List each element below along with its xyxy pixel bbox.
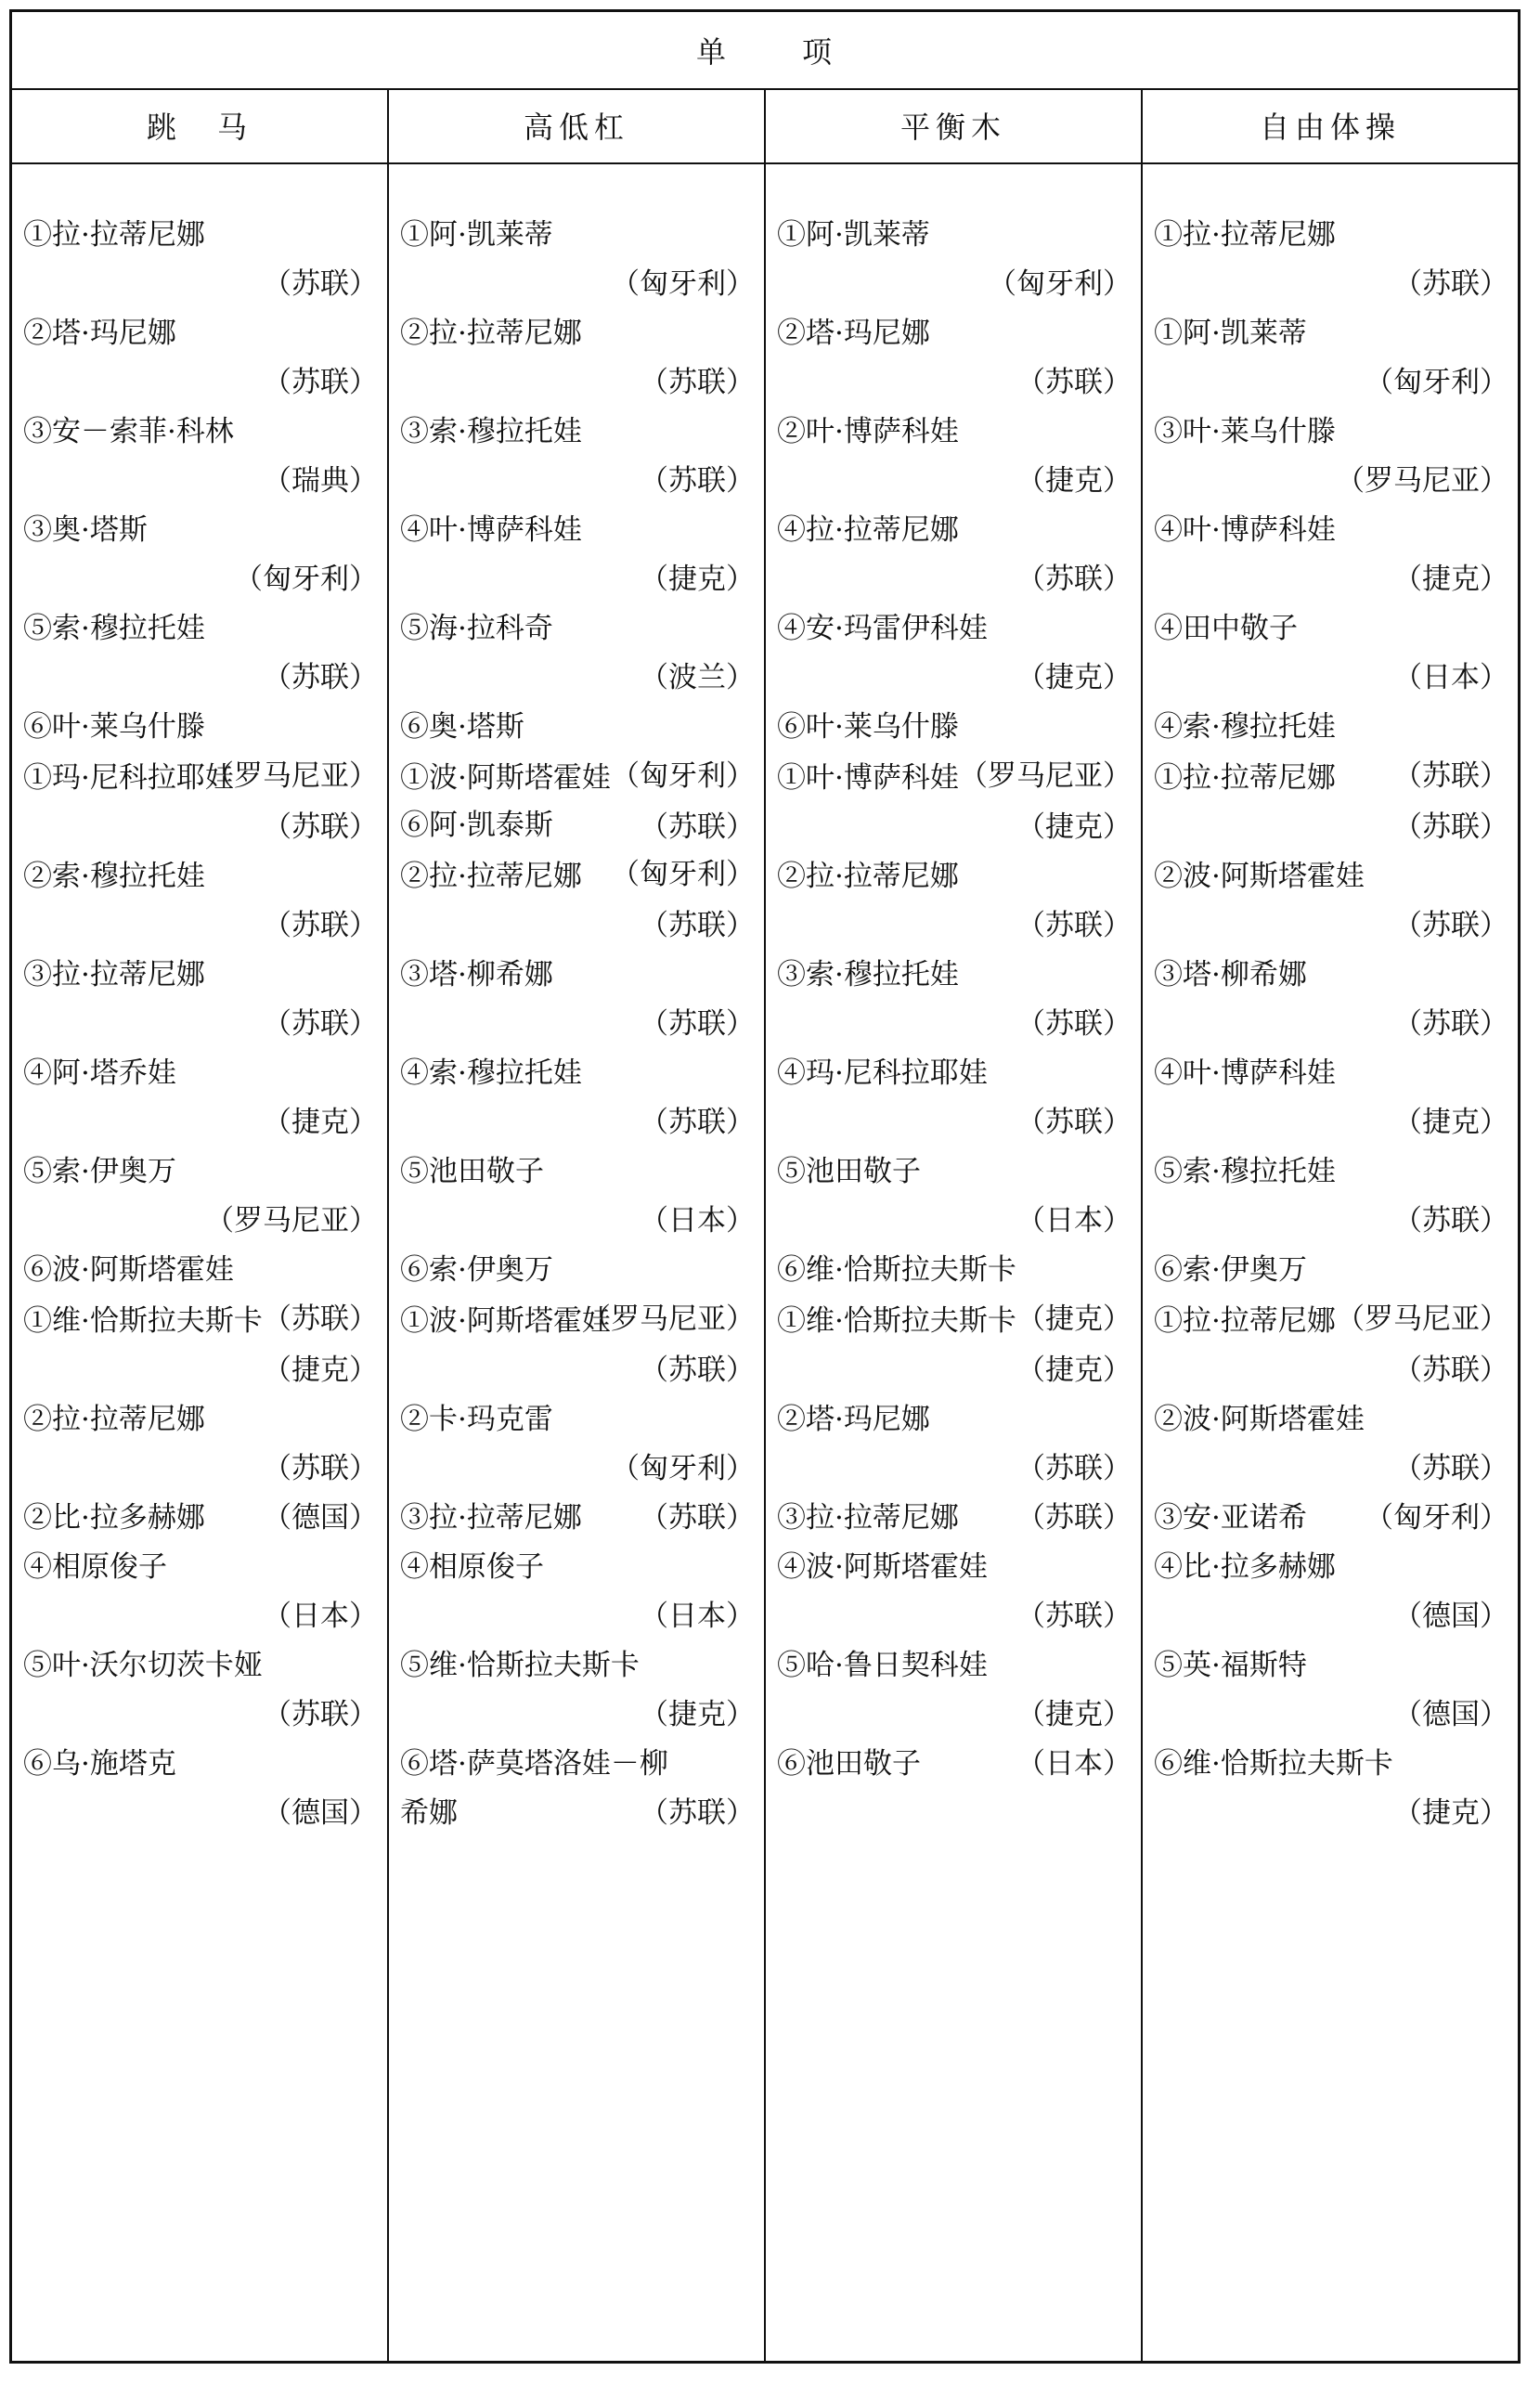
athlete-country: （苏联） [640, 1354, 755, 1387]
result-group [766, 211, 1141, 801]
athlete-name: ②塔·玛尼娜 [777, 317, 930, 350]
athlete-country: （日本） [640, 1204, 755, 1237]
athlete-country: （匈牙利） [988, 267, 1132, 301]
athlete-name: ⑤池田敬子 [777, 1155, 921, 1188]
result-entry [1143, 1740, 1518, 1838]
result-entry [12, 1147, 387, 1246]
athlete-country: （捷克） [1393, 563, 1508, 596]
result-group [1143, 754, 1518, 1344]
athlete-name: ④拉·拉蒂尼娜 [777, 513, 959, 547]
athlete-name: ④索·穆拉托娃 [1154, 710, 1336, 744]
result-group [12, 754, 387, 1344]
athlete-country: （苏联） [1016, 1007, 1132, 1041]
athlete-name: ⑥塔·萨莫塔洛娃－柳 [400, 1747, 668, 1781]
result-entry [766, 951, 1141, 1049]
result-entry [389, 1740, 764, 1789]
athlete-name: ③塔·柳希娜 [400, 958, 553, 991]
result-entry [766, 754, 1141, 852]
athlete-name: ②比·拉多赫娜 [23, 1501, 205, 1535]
athlete-name: ①玛·尼科拉耶娃 [23, 761, 234, 795]
athlete-country: （苏联） [1393, 810, 1508, 844]
athlete-country: （罗马尼亚） [582, 1302, 755, 1336]
athlete-name: ②卡·玛克雷 [400, 1403, 553, 1436]
result-entry [12, 754, 387, 852]
result-entry [12, 1395, 387, 1494]
athlete-name: ④相原俊子 [23, 1550, 167, 1584]
athlete-name: ③拉·拉蒂尼娜 [23, 958, 205, 991]
athlete-name: 希娜 [400, 1796, 458, 1830]
title-char: 单 [695, 34, 728, 70]
athlete-country: （苏联） [1393, 759, 1508, 793]
result-entry [1143, 1297, 1518, 1395]
result-entry [389, 1395, 764, 1494]
athlete-country: （苏联） [640, 1501, 755, 1535]
result-entry [766, 1641, 1141, 1740]
athlete-name: ②索·穆拉托娃 [23, 860, 205, 893]
result-entry [389, 754, 764, 852]
athlete-country: （日本） [640, 1600, 755, 1633]
athlete-country: （苏联） [1393, 1452, 1508, 1485]
athlete-name: ①拉·拉蒂尼娜 [23, 218, 205, 252]
athlete-country: （苏联） [263, 1007, 378, 1041]
athlete-name: ③奥·塔斯 [23, 513, 148, 547]
athlete-name: ④索·穆拉托娃 [400, 1056, 582, 1090]
athlete-name: ①叶·博萨科娃 [777, 761, 959, 795]
result-entry [766, 1395, 1141, 1494]
result-entry [389, 604, 764, 703]
athlete-name: ④阿·塔乔娃 [23, 1056, 176, 1090]
result-entry [766, 1147, 1141, 1246]
result-entry [12, 1543, 387, 1641]
result-entry [766, 1494, 1141, 1543]
result-entry [389, 852, 764, 951]
athlete-name: ①阿·凯莱蒂 [777, 218, 930, 252]
athlete-name: ⑤哈·鲁日契科娃 [777, 1649, 988, 1682]
athlete-name: ④相原俊子 [400, 1550, 544, 1584]
result-entry [12, 852, 387, 951]
result-group [766, 754, 1141, 1344]
athlete-name: ④田中敬子 [1154, 612, 1298, 645]
athlete-name: ①维·恰斯拉夫斯卡 [23, 1304, 263, 1338]
athlete-name: ②拉·拉蒂尼娜 [400, 317, 582, 350]
result-entry [766, 211, 1141, 309]
athlete-country: （日本） [1016, 1204, 1132, 1237]
athlete-country: （苏联） [1393, 1354, 1508, 1387]
athlete-country: （捷克） [263, 1354, 378, 1387]
athlete-name: ③拉·拉蒂尼娜 [777, 1501, 959, 1535]
results-table [9, 9, 1521, 2364]
column-uneven-bars [389, 162, 766, 2361]
result-entry [766, 408, 1141, 506]
athlete-country: （苏联） [640, 464, 755, 498]
result-entry [1143, 1543, 1518, 1641]
athlete-name: ③索·穆拉托娃 [400, 415, 582, 448]
athlete-name: ⑥奥·塔斯 [400, 710, 524, 744]
athlete-country: （捷克） [1016, 810, 1132, 844]
athlete-name: ⑤索·伊奥万 [23, 1155, 176, 1188]
athlete-name: ②叶·博萨科娃 [777, 415, 959, 448]
result-entry [389, 309, 764, 408]
athlete-country: （苏联） [1393, 1204, 1508, 1237]
athlete-country: （苏联） [640, 366, 755, 399]
athlete-name: ⑤池田敬子 [400, 1155, 544, 1188]
athlete-country: （苏联） [1016, 1452, 1132, 1485]
athlete-country: （苏联） [1016, 563, 1132, 596]
athlete-name: ⑥阿·凯泰斯 [400, 809, 553, 842]
athlete-country: （苏联） [1016, 1600, 1132, 1633]
athlete-name: ④叶·博萨科娃 [1154, 513, 1336, 547]
athlete-name: ⑥维·恰斯拉夫斯卡 [1154, 1747, 1393, 1781]
athlete-name: ④安·玛雷伊科娃 [777, 612, 988, 645]
result-entry [389, 211, 764, 309]
athlete-country: （苏联） [1016, 909, 1132, 942]
athlete-country: （匈牙利） [611, 1452, 755, 1485]
athlete-name: ②拉·拉蒂尼娜 [777, 860, 959, 893]
athlete-country: （罗马尼亚） [205, 759, 378, 793]
athlete-country: （罗马尼亚） [205, 1204, 378, 1237]
athlete-country: （捷克） [1016, 661, 1132, 694]
athlete-name: ③安－索菲·科林 [23, 415, 234, 448]
result-entry [389, 1297, 764, 1395]
athlete-country: （匈牙利） [1365, 1501, 1508, 1535]
result-entry [389, 1789, 764, 1838]
athlete-country: （德国） [1393, 1698, 1508, 1731]
result-entry [1143, 754, 1518, 852]
column-header-balance-beam: 平衡木 [766, 88, 1143, 162]
athlete-name: ①拉·拉蒂尼娜 [1154, 1304, 1336, 1338]
athlete-country: （苏联） [263, 1452, 378, 1485]
column-header-floor: 自由体操 [1259, 110, 1401, 145]
athlete-name: ①阿·凯莱蒂 [1154, 317, 1307, 350]
athlete-country: （匈牙利） [611, 759, 755, 793]
athlete-name: ②拉·拉蒂尼娜 [400, 860, 582, 893]
result-entry [766, 852, 1141, 951]
athlete-name: ⑥索·伊奥万 [400, 1253, 553, 1287]
athlete-name: ①维·恰斯拉夫斯卡 [777, 1304, 1016, 1338]
result-entry [12, 211, 387, 309]
result-entry [1143, 1147, 1518, 1246]
result-entry [12, 1049, 387, 1147]
result-entry [766, 1740, 1141, 1789]
athlete-country: （捷克） [1016, 1354, 1132, 1387]
result-entry [12, 1494, 387, 1543]
athlete-name: ③塔·柳希娜 [1154, 958, 1307, 991]
athlete-country: （日本） [1016, 1747, 1132, 1781]
athlete-country: （捷克） [1016, 1698, 1132, 1731]
result-entry [389, 1147, 764, 1246]
result-entry [766, 1543, 1141, 1641]
athlete-name: ⑥乌·施塔克 [23, 1747, 176, 1781]
table-body [12, 162, 1518, 2361]
athlete-name: ③安·亚诺希 [1154, 1501, 1307, 1535]
column-balance-beam [766, 162, 1143, 2361]
athlete-country: （捷克） [1393, 1106, 1508, 1139]
athlete-country: （匈牙利） [611, 858, 755, 891]
result-group [389, 754, 764, 1344]
result-entry [1143, 408, 1518, 506]
athlete-name: ①阿·凯莱蒂 [400, 218, 553, 252]
athlete-name: ⑥维·恰斯拉夫斯卡 [777, 1253, 1016, 1287]
result-entry [389, 1641, 764, 1740]
athlete-name: ⑤索·穆拉托娃 [1154, 1155, 1336, 1188]
result-entry [1143, 1641, 1518, 1740]
athlete-country: （捷克） [1016, 1302, 1132, 1336]
athlete-country: （苏联） [263, 1698, 378, 1731]
athlete-name: ④比·拉多赫娜 [1154, 1550, 1336, 1584]
athlete-name: ④叶·博萨科娃 [1154, 1056, 1336, 1090]
column-header-uneven-bars: 高低杠 [389, 88, 766, 162]
result-entry [389, 506, 764, 604]
athlete-name: ④波·阿斯塔霍娃 [777, 1550, 988, 1584]
column-floor [1143, 162, 1518, 2361]
result-entry [1143, 852, 1518, 951]
athlete-country: （日本） [1393, 661, 1508, 694]
athlete-name: ⑥叶·莱乌什滕 [23, 710, 205, 744]
athlete-name: ③索·穆拉托娃 [777, 958, 959, 991]
result-entry [1143, 506, 1518, 604]
result-entry [389, 408, 764, 506]
athlete-country: （苏联） [640, 1106, 755, 1139]
athlete-name: ②拉·拉蒂尼娜 [23, 1403, 205, 1436]
athlete-name: ①波·阿斯塔霍娃 [400, 761, 611, 795]
result-entry [389, 1049, 764, 1147]
athlete-country: （罗马尼亚） [1336, 1302, 1508, 1336]
athlete-country: （罗马尼亚） [1336, 464, 1508, 498]
athlete-country: （德国） [1393, 1600, 1508, 1633]
athlete-name: ⑥叶·莱乌什滕 [777, 710, 959, 744]
athlete-name: ③拉·拉蒂尼娜 [400, 1501, 582, 1535]
athlete-country: （苏联） [263, 1302, 378, 1336]
athlete-name: ①拉·拉蒂尼娜 [1154, 218, 1336, 252]
result-entry [1143, 604, 1518, 703]
result-group [1143, 211, 1518, 801]
athlete-country: （波兰） [640, 661, 755, 694]
athlete-country: （苏联） [1016, 366, 1132, 399]
result-entry [12, 604, 387, 703]
athlete-name: ④叶·博萨科娃 [400, 513, 582, 547]
athlete-name: ②波·阿斯塔霍娃 [1154, 860, 1365, 893]
result-entry [766, 1049, 1141, 1147]
table-title [12, 12, 1518, 90]
athlete-country: （罗马尼亚） [959, 759, 1132, 793]
result-entry [1143, 951, 1518, 1049]
athlete-name: ⑤海·拉科奇 [400, 612, 553, 645]
athlete-name: ④玛·尼科拉耶娃 [777, 1056, 988, 1090]
athlete-country: （捷克） [1393, 1796, 1508, 1830]
column-header-vault: 跳 马 [12, 88, 389, 162]
result-entry [12, 951, 387, 1049]
athlete-name: ③叶·莱乌什滕 [1154, 415, 1336, 448]
athlete-country: （瑞典） [263, 464, 378, 498]
result-entry [1143, 211, 1518, 309]
result-entry [12, 1641, 387, 1740]
athlete-country: （德国） [263, 1796, 378, 1830]
athlete-name: ②塔·玛尼娜 [23, 317, 176, 350]
result-entry [12, 506, 387, 604]
athlete-name: ⑤维·恰斯拉夫斯卡 [400, 1649, 640, 1682]
result-group [12, 211, 387, 801]
athlete-country: （苏联） [263, 810, 378, 844]
athlete-country: （苏联） [640, 1796, 755, 1830]
result-entry [12, 309, 387, 408]
athlete-country: （苏联） [263, 909, 378, 942]
result-entry [766, 309, 1141, 408]
athlete-name: ②塔·玛尼娜 [777, 1403, 930, 1436]
athlete-country: （苏联） [1393, 267, 1508, 301]
athlete-country: （苏联） [263, 661, 378, 694]
title-char: 项 [802, 34, 835, 70]
column-vault [12, 162, 389, 2361]
result-entry [389, 1543, 764, 1641]
athlete-name: ⑤索·穆拉托娃 [23, 612, 205, 645]
athlete-country: （匈牙利） [1365, 366, 1508, 399]
athlete-country: （苏联） [1393, 1007, 1508, 1041]
athlete-country: （捷克） [640, 563, 755, 596]
athlete-country: （捷克） [1016, 464, 1132, 498]
athlete-name: ⑥波·阿斯塔霍娃 [23, 1253, 234, 1287]
athlete-name: ①波·阿斯塔霍娃 [400, 1304, 611, 1338]
athlete-country: （苏联） [1016, 1106, 1132, 1139]
result-group [389, 1297, 764, 1838]
column-header-row [12, 88, 1518, 164]
result-entry [12, 1297, 387, 1395]
athlete-country: （日本） [263, 1600, 378, 1633]
result-entry [766, 604, 1141, 703]
result-group [1143, 1297, 1518, 1838]
result-entry [1143, 1395, 1518, 1494]
athlete-name: ②波·阿斯塔霍娃 [1154, 1403, 1365, 1436]
result-group [766, 1297, 1141, 1789]
result-entry [12, 1740, 387, 1838]
result-entry [1143, 1494, 1518, 1543]
result-entry [389, 951, 764, 1049]
result-entry [766, 1297, 1141, 1395]
result-entry [389, 1494, 764, 1543]
result-entry [12, 408, 387, 506]
result-entry [1143, 309, 1518, 408]
athlete-country: （苏联） [1393, 909, 1508, 942]
athlete-country: （苏联） [1016, 1501, 1132, 1535]
athlete-name: ⑥索·伊奥万 [1154, 1253, 1307, 1287]
result-entry [766, 506, 1141, 604]
athlete-name: ①拉·拉蒂尼娜 [1154, 761, 1336, 795]
athlete-country: （匈牙利） [234, 563, 378, 596]
result-group [12, 1297, 387, 1838]
athlete-country: （德国） [263, 1501, 378, 1535]
athlete-country: （苏联） [640, 909, 755, 942]
athlete-name: ⑤叶·沃尔切茨卡娅 [23, 1649, 263, 1682]
athlete-country: （苏联） [263, 366, 378, 399]
athlete-country: （苏联） [640, 1007, 755, 1041]
athlete-country: （捷克） [263, 1106, 378, 1139]
result-entry [1143, 1049, 1518, 1147]
athlete-name: ⑤英·福斯特 [1154, 1649, 1307, 1682]
athlete-country: （苏联） [263, 267, 378, 301]
athlete-name: ⑥池田敬子 [777, 1747, 921, 1781]
athlete-country: （匈牙利） [611, 267, 755, 301]
athlete-country: （苏联） [640, 810, 755, 844]
athlete-country: （捷克） [640, 1698, 755, 1731]
